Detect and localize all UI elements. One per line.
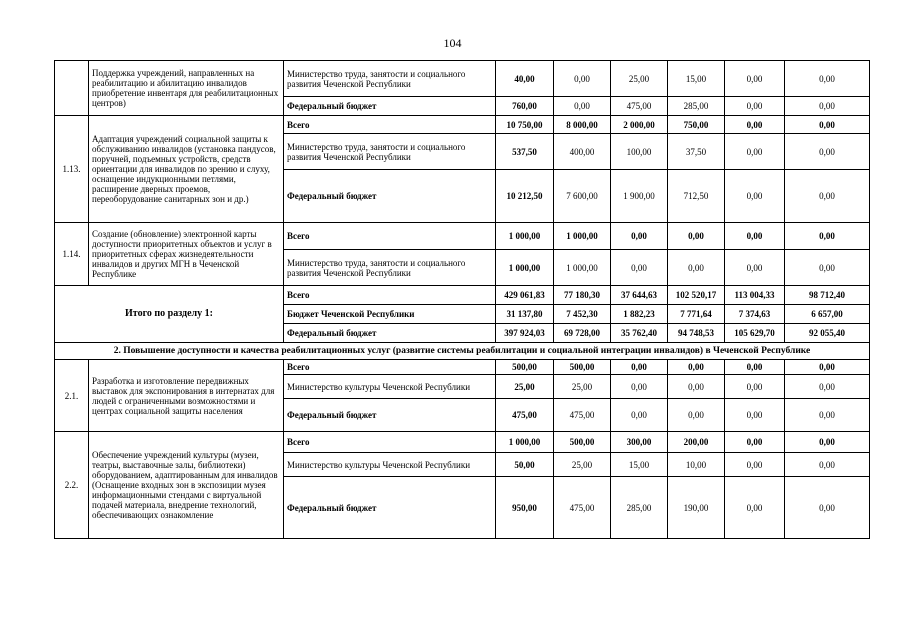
value-cell: 35 762,40 bbox=[611, 324, 668, 343]
measure-name: Разработка и изготовление передвижных выставок для экспонирования в интернатах для людей с ограниченными возможностями и центрах социальной защиты населения bbox=[89, 360, 284, 432]
value-cell: 285,00 bbox=[668, 97, 725, 116]
value-cell: 7 600,00 bbox=[554, 170, 611, 223]
measure-name: Создание (обновление) электронной карты доступности приоритетных объектов и услуг в приоритетных сферах жизнедеятельности инвалидов и других МГН в Чеченской Республике bbox=[89, 223, 284, 286]
value-cell: 7 374,63 bbox=[725, 305, 785, 324]
value-cell: 0,00 bbox=[785, 399, 870, 432]
measure-name: Поддержка учреждений, направленных на реабилитацию и абилитацию инвалидов приобретение инвентаря для реабилитационных центров) bbox=[89, 61, 284, 116]
funding-source: Министерство культуры Чеченской Республики bbox=[284, 375, 496, 399]
value-cell: 0,00 bbox=[725, 453, 785, 477]
row-number: 2.1. bbox=[55, 360, 89, 432]
funding-source: Всего bbox=[284, 286, 496, 305]
value-cell: 0,00 bbox=[725, 170, 785, 223]
value-cell: 0,00 bbox=[725, 477, 785, 539]
funding-source: Федеральный бюджет bbox=[284, 97, 496, 116]
value-cell: 15,00 bbox=[668, 61, 725, 97]
value-cell: 0,00 bbox=[725, 61, 785, 97]
value-cell: 0,00 bbox=[725, 375, 785, 399]
funding-source: Федеральный бюджет bbox=[284, 324, 496, 343]
value-cell: 77 180,30 bbox=[554, 286, 611, 305]
value-cell: 0,00 bbox=[785, 97, 870, 116]
table-row bbox=[55, 223, 870, 250]
value-cell: 0,00 bbox=[725, 97, 785, 116]
value-cell: 1 000,00 bbox=[496, 223, 554, 250]
funding-source: Министерство труда, занятости и социального развития Чеченской Республики bbox=[284, 134, 496, 170]
value-cell: 7 771,64 bbox=[668, 305, 725, 324]
value-cell: 0,00 bbox=[785, 432, 870, 453]
funding-source: Министерство труда, занятости и социального развития Чеченской Республики bbox=[284, 61, 496, 97]
table-row bbox=[55, 360, 870, 375]
value-cell: 0,00 bbox=[668, 399, 725, 432]
funding-source: Всего bbox=[284, 116, 496, 134]
table-row bbox=[55, 286, 870, 305]
value-cell: 25,00 bbox=[611, 61, 668, 97]
value-cell: 400,00 bbox=[554, 134, 611, 170]
value-cell: 0,00 bbox=[785, 250, 870, 286]
value-cell: 0,00 bbox=[785, 477, 870, 539]
value-cell: 0,00 bbox=[725, 134, 785, 170]
section-total-label: Итого по разделу 1: bbox=[55, 286, 284, 343]
funding-source: Федеральный бюджет bbox=[284, 399, 496, 432]
value-cell: 0,00 bbox=[725, 250, 785, 286]
value-cell: 10,00 bbox=[668, 453, 725, 477]
value-cell: 0,00 bbox=[785, 134, 870, 170]
value-cell: 40,00 bbox=[496, 61, 554, 97]
value-cell: 0,00 bbox=[611, 360, 668, 375]
value-cell: 1 000,00 bbox=[554, 223, 611, 250]
value-cell: 0,00 bbox=[785, 360, 870, 375]
value-cell: 37 644,63 bbox=[611, 286, 668, 305]
value-cell: 200,00 bbox=[668, 432, 725, 453]
value-cell: 0,00 bbox=[725, 399, 785, 432]
row-number: 2.2. bbox=[55, 432, 89, 539]
value-cell: 1 900,00 bbox=[611, 170, 668, 223]
value-cell: 1 000,00 bbox=[496, 432, 554, 453]
value-cell: 0,00 bbox=[785, 61, 870, 97]
value-cell: 7 452,30 bbox=[554, 305, 611, 324]
value-cell: 0,00 bbox=[785, 170, 870, 223]
value-cell: 537,50 bbox=[496, 134, 554, 170]
funding-source: Бюджет Чеченской Республики bbox=[284, 305, 496, 324]
value-cell: 0,00 bbox=[785, 223, 870, 250]
value-cell: 10 212,50 bbox=[496, 170, 554, 223]
value-cell: 0,00 bbox=[611, 399, 668, 432]
value-cell: 1 000,00 bbox=[554, 250, 611, 286]
value-cell: 94 748,53 bbox=[668, 324, 725, 343]
value-cell: 0,00 bbox=[668, 360, 725, 375]
value-cell: 0,00 bbox=[785, 453, 870, 477]
budget-table bbox=[54, 60, 870, 539]
value-cell: 475,00 bbox=[554, 477, 611, 539]
measure-name: Обеспечение учреждений культуры (музеи, театры, выставочные залы, библиотеки) оборудованием, адаптированным для инвалидов (Оснащение входных зон в экспозиции музея информационными стендами с виртуальной подачей материала, внедрение технологий, обеспечивающих ознакомление bbox=[89, 432, 284, 539]
table-row bbox=[55, 343, 870, 360]
value-cell: 69 728,00 bbox=[554, 324, 611, 343]
value-cell: 37,50 bbox=[668, 134, 725, 170]
value-cell: 0,00 bbox=[725, 116, 785, 134]
value-cell: 0,00 bbox=[611, 223, 668, 250]
value-cell: 25,00 bbox=[496, 375, 554, 399]
measure-name: Адаптация учреждений социальной защиты к обслуживанию инвалидов (установка пандусов, поручней, подъемных устройств, средств ориентации для инвалидов по зрению и слуху, оснащение индукционными петлями, расширение дверных проемов, переоборудование санитарных зон и др.) bbox=[89, 116, 284, 223]
value-cell: 475,00 bbox=[496, 399, 554, 432]
value-cell: 0,00 bbox=[725, 223, 785, 250]
table-row bbox=[55, 61, 870, 97]
value-cell: 15,00 bbox=[611, 453, 668, 477]
value-cell: 0,00 bbox=[668, 375, 725, 399]
value-cell: 50,00 bbox=[496, 453, 554, 477]
value-cell: 0,00 bbox=[554, 61, 611, 97]
row-number: 1.13. bbox=[55, 116, 89, 223]
value-cell: 31 137,80 bbox=[496, 305, 554, 324]
value-cell: 0,00 bbox=[611, 375, 668, 399]
funding-source: Федеральный бюджет bbox=[284, 477, 496, 539]
value-cell: 8 000,00 bbox=[554, 116, 611, 134]
value-cell: 475,00 bbox=[554, 399, 611, 432]
value-cell: 100,00 bbox=[611, 134, 668, 170]
value-cell: 285,00 bbox=[611, 477, 668, 539]
funding-source: Федеральный бюджет bbox=[284, 170, 496, 223]
value-cell: 2 000,00 bbox=[611, 116, 668, 134]
value-cell: 25,00 bbox=[554, 453, 611, 477]
value-cell: 500,00 bbox=[554, 432, 611, 453]
value-cell: 25,00 bbox=[554, 375, 611, 399]
value-cell: 102 520,17 bbox=[668, 286, 725, 305]
value-cell: 500,00 bbox=[496, 360, 554, 375]
value-cell: 0,00 bbox=[611, 250, 668, 286]
value-cell: 190,00 bbox=[668, 477, 725, 539]
value-cell: 0,00 bbox=[725, 360, 785, 375]
value-cell: 98 712,40 bbox=[785, 286, 870, 305]
funding-source: Министерство труда, занятости и социального развития Чеченской Республики bbox=[284, 250, 496, 286]
table-row bbox=[55, 116, 870, 134]
funding-source: Всего bbox=[284, 360, 496, 375]
row-number bbox=[55, 61, 89, 116]
section-heading: 2. Повышение доступности и качества реабилитационных услуг (развитие системы реабилитации и социальной интеграции инвалидов) в Чеченской Республике bbox=[55, 343, 870, 360]
funding-source: Министерство культуры Чеченской Республики bbox=[284, 453, 496, 477]
value-cell: 475,00 bbox=[611, 97, 668, 116]
table-row bbox=[55, 432, 870, 453]
value-cell: 0,00 bbox=[668, 250, 725, 286]
value-cell: 950,00 bbox=[496, 477, 554, 539]
value-cell: 10 750,00 bbox=[496, 116, 554, 134]
value-cell: 712,50 bbox=[668, 170, 725, 223]
value-cell: 0,00 bbox=[554, 97, 611, 116]
value-cell: 300,00 bbox=[611, 432, 668, 453]
value-cell: 0,00 bbox=[725, 432, 785, 453]
value-cell: 500,00 bbox=[554, 360, 611, 375]
value-cell: 6 657,00 bbox=[785, 305, 870, 324]
value-cell: 113 004,33 bbox=[725, 286, 785, 305]
value-cell: 429 061,83 bbox=[496, 286, 554, 305]
page-number: 104 bbox=[443, 36, 462, 50]
value-cell: 760,00 bbox=[496, 97, 554, 116]
funding-source: Всего bbox=[284, 223, 496, 250]
value-cell: 1 000,00 bbox=[496, 250, 554, 286]
value-cell: 750,00 bbox=[668, 116, 725, 134]
value-cell: 92 055,40 bbox=[785, 324, 870, 343]
funding-source: Всего bbox=[284, 432, 496, 453]
value-cell: 105 629,70 bbox=[725, 324, 785, 343]
value-cell: 397 924,03 bbox=[496, 324, 554, 343]
value-cell: 0,00 bbox=[785, 116, 870, 134]
value-cell: 0,00 bbox=[668, 223, 725, 250]
row-number: 1.14. bbox=[55, 223, 89, 286]
value-cell: 1 882,23 bbox=[611, 305, 668, 324]
value-cell: 0,00 bbox=[785, 375, 870, 399]
